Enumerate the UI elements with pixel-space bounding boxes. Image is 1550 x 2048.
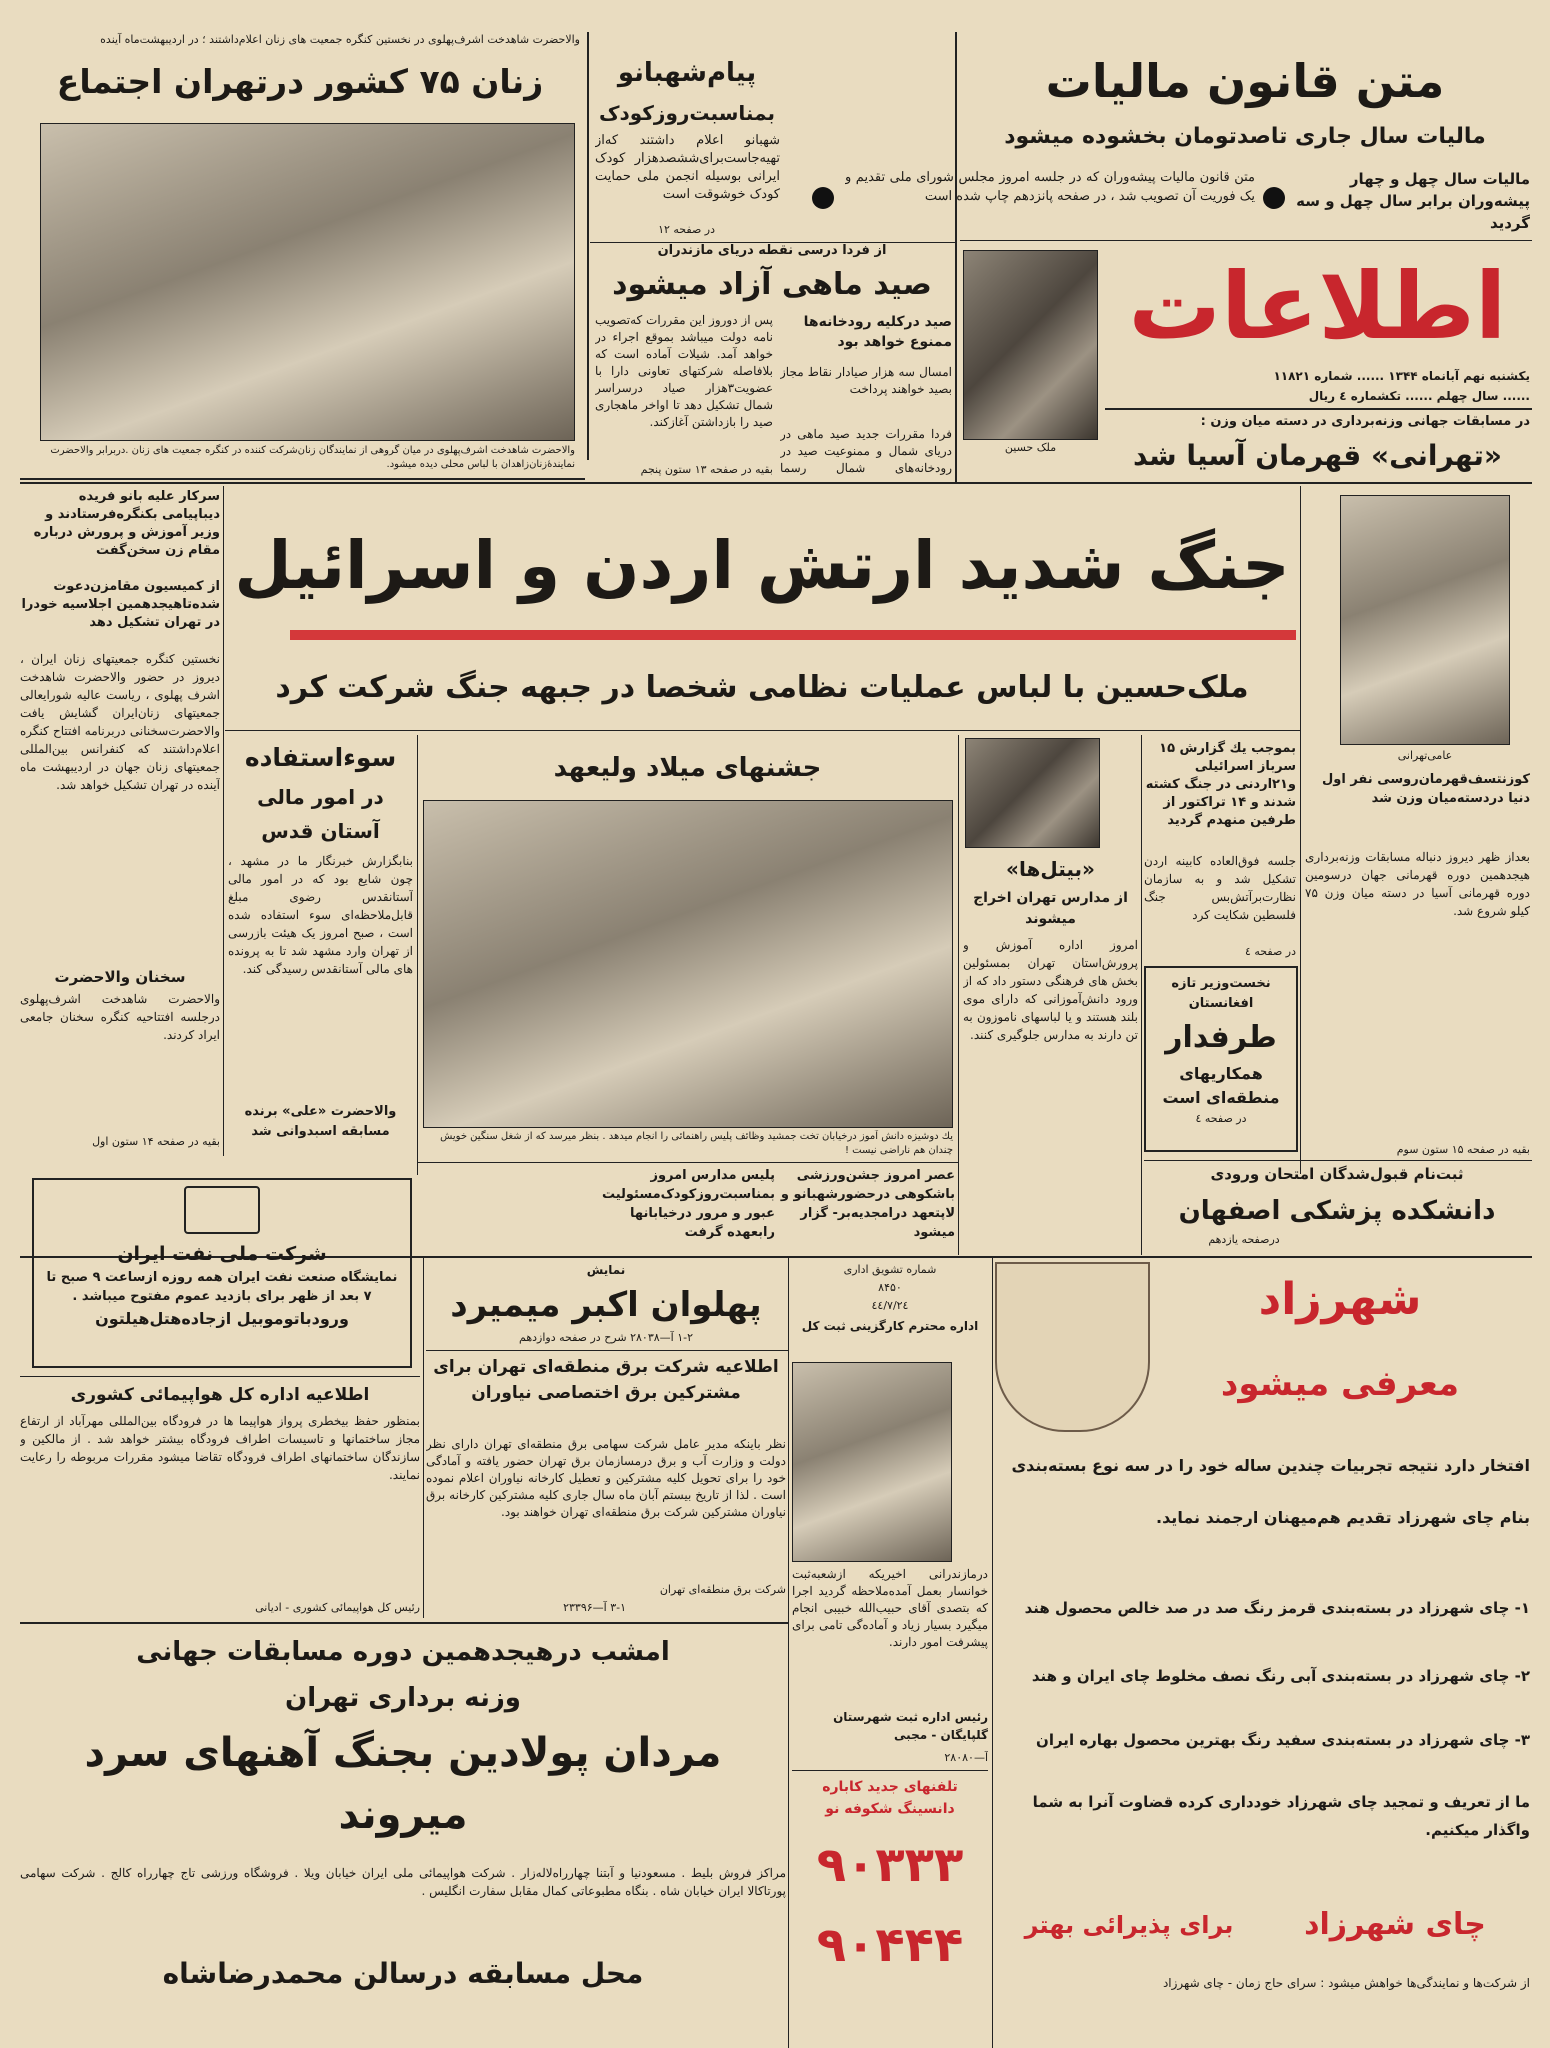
left-subhead: سخنان والاحضرت: [54, 968, 186, 986]
birthday-col-b: پلیس مدارس امروز بمناسبت‌روزکودک‌مسئولیت عبور و مرور درخیابانها رابعهده گرفت: [601, 1168, 775, 1240]
masthead-price: ...... سال چهلم ...... تکشماره ٤ ریال: [1308, 389, 1530, 403]
isfahan-headline: دانشکده پزشکی اصفهان: [1178, 1196, 1496, 1226]
israeli-bullet-1: بموجب یك گزارش ۱۵ سرباز اسرائیلی و۲۱اردنی در جنگ کشته شدند و ۱۴ تراکتور از طرفین منهدم گردید: [1145, 741, 1296, 828]
notice-head-1: شماره تشویق اداری: [843, 1263, 937, 1276]
weightlift-headline: «تهرانی» قهرمان آسیا شد: [1132, 439, 1503, 472]
play-line: ۱-۲ آ—۲۸۰۳۸ شرح در صفحه دوازدهم: [519, 1331, 693, 1344]
wl-bottom-line-3: مردان پولادین بجنگ آهنهای سرد: [84, 1730, 722, 1776]
afghan-ref: در صفحه ٤: [1195, 1112, 1247, 1125]
king-caption: ملک حسین: [1004, 441, 1057, 454]
shahbanou-subtitle: بمناسبت‌روزکودک: [599, 101, 775, 125]
left-bullet-1: از کمیسیون مقامزن‌دعوت شده‌تاهیجدهمین اجلاسیه خودرا در تهران تشکیل دهد: [21, 579, 220, 630]
beatles-kicker: «بیتل‌ها»: [1006, 857, 1095, 881]
fish-headline: صید ماهی آزاد میشود: [612, 267, 932, 302]
beatles-headline: از مدارس تهران اخراج میشوند: [973, 890, 1128, 927]
women-kicker: والاحضرت شاهدخت اشرف‌پهلوی در نخستین کنگره جمعیت های زنان اعلام‌داشتند ؛ در اردیبهشت‌ماه آینده: [100, 33, 580, 46]
main-subhead: ملک‌حسین با لباس عملیات نظامی شخصا در جبهه جنگ شرکت کرد: [275, 670, 1249, 705]
tea-item-3: ۳- چای شهرزاد در بسته‌بندی سفید رنگ بهترین محصول بهاره ایران: [1036, 1731, 1530, 1749]
fish-kicker: از فردا درسی نقطه دریای مازندران: [657, 243, 887, 258]
shahbanou-title: پیام‌شهبانو: [617, 58, 757, 88]
fish-bullet-1: صید درکلیه رودخانه‌ها ممنوع خواهد بود: [803, 314, 952, 350]
wl-bottom-line-4: میروند: [338, 1792, 468, 1838]
tehrani-caption: عامی‌تهرانی: [1397, 749, 1453, 762]
birthday-caption: یك دوشیزه دانش آموز درخیابان تخت جمشید وظائف پلیس راهنمائی را انجام میدهد . بنظر میرسد که از شغل سنگین خویش چندان هم ناراضی نیست !: [440, 1131, 953, 1156]
bullet-dot-icon: [812, 187, 834, 209]
birthday-col-a: عصر امروز جشن‌ورزشی باشکوهی درحضورشهبانو و لاپتعهد درامجدیه‌بر- گزار میشود: [780, 1168, 955, 1240]
tea-tagline: معرفی میشود: [1220, 1364, 1460, 1404]
play-title: پهلوان اکبر میمیرد: [450, 1285, 762, 1325]
tea-bottom-right: چای شهرزاد: [1304, 1907, 1486, 1942]
weightlift-ref: بقیه در صفحه ۱۵ ستون سوم: [1396, 1143, 1530, 1156]
fish-bullet-2: امسال سه هزار صیادار نقاط مجاز بصید خواهند پرداخت: [780, 365, 952, 396]
notice-num-2: ٤٤/٧/٢٤: [871, 1299, 909, 1312]
notice-head-2: اداره محترم کارگزینی ثبت کل: [801, 1319, 979, 1333]
afghan-subhead: همکاریهای منطقه‌ای است: [1162, 1064, 1280, 1107]
shahbanou-ref: در صفحه ۱۲: [658, 223, 715, 236]
cabaret-line-1: تلفنهای جدید کاباره: [822, 1779, 958, 1795]
afghan-box: [1144, 966, 1298, 1152]
tax-col-a: مالیات سال چهل و چهار پیشه‌وران برابر سال چهل و سه گردید: [1296, 170, 1530, 232]
isfahan-ref: درصفحه یازدهم: [1208, 1233, 1280, 1246]
fish-ref: بقیه در صفحه ۱۳ ستون پنجم: [640, 463, 773, 476]
electric-headline: اطلاعیه شرکت برق منطقه‌ای تهران برای مشترکین برق اختصاصی نیاوران: [433, 1357, 779, 1403]
afghan-kicker: نخست‌وزیر تازه افغانستان: [1171, 976, 1271, 1011]
cabaret-phone-1: ۹۰۳۳۳: [816, 1837, 964, 1893]
oil-body: نمایشگاه صنعت نفت ایران همه روزه ازساعت ۹ صبح تا ۷ بعد از ظهر برای بازدید عموم مفتوح میباشد .: [46, 1270, 398, 1304]
abuse-body: بنابگزارش خبرنگار ما در مشهد ، چون شایع بود که در امور مالی آستانقدس رضوی مبلغ قابل‌ملاحظه‌ای سوء استفاده شده است ، صبح امروز یک هیئت بازرسی از تهران وارد مشهد شد تا به پرونده های مالی آستانقدس رسیدگی کند.: [228, 854, 413, 976]
weightlift-kicker: در مسابقات جهانی وزنه‌برداری در دسته میان وزن :: [1200, 414, 1530, 429]
tea-closing: ما از تعریف و تمجید چای شهرزاد خودداری کرده قضاوت آنرا به شما واگذار میکنیم.: [1032, 1793, 1530, 1839]
nioc-logo-icon: [184, 1186, 260, 1234]
main-headline: جنگ شدید ارتش اردن و اسرائیل: [234, 527, 1290, 604]
king-hussein-photo: [963, 250, 1098, 440]
isfahan-kicker: ثبت‌نام قبول‌شدگان امتحان ورودی: [1210, 1165, 1464, 1183]
tea-intro: افتخار دارد نتیجه تجربیات چندین ساله خود را در سه نوع بسته‌بندی: [1011, 1456, 1530, 1475]
oil-company: شرکت ملی نفت ایران: [117, 1243, 327, 1265]
notice-body: درمازندرانی اخیریکه ازشعبه‌ثبت خوانسار بعمل آمده‌ملاحظه گردید اجرا که بتصدی آقای حبیب‌الله خبیبی انجام میگیرد بسیار زیاد و آماده‌گی تامی برای پیشرفت امور دارند.: [792, 1567, 988, 1649]
weightlift-body: بعداز ظهر دیروز دنباله مسابقات وزنه‌برداری هیجدهمین دوره قهرمانی جهان درسومین دوره قهرمانی آسیا در دسته میان وزن ۷۵ کیلو شروع شد.: [1305, 850, 1530, 918]
notice-portrait-photo: [792, 1362, 952, 1562]
fish-body-2: فردا مقررات جدید صید ماهی در دریای شمال و ممنوعیت صید در رودخانه‌های شمال رسما: [780, 427, 952, 475]
women-caption: والاحضرت شاهدخت اشرف‌پهلوی در میان گروهی از نمایندگان زنان‌شرکت کننده در کنگره جمعیت های زنان .دربرابر والاحضرت نمایندهٔ‌زنان‌زاهدان با لباس محلی دیده میشود.: [50, 445, 575, 470]
tax-headline: متن قانون مالیات: [1045, 54, 1445, 108]
cabaret-phone-2: ۹۰۴۴۴: [816, 1917, 964, 1973]
wl-bottom-line-1: امشب درهیجدهمین دوره مسابقات جهانی: [136, 1637, 670, 1667]
tea-item-2: ۲- چای شهرزاد در بسته‌بندی آبی رنگ نصف مخلوط چای ایران و هند: [1031, 1667, 1530, 1685]
tea-girl-illustration: [995, 1262, 1150, 1432]
tea-footer: از شرکت‌ها و نمایندگی‌ها خواهش میشود : سرای حاج زمان - چای شهرزاد: [1162, 1976, 1530, 1990]
headline-underline: [290, 630, 1296, 640]
play-kicker: نمایش: [586, 1263, 626, 1277]
oil-footer: ورودباتوموبیل ازجاده‌هتل‌هیلتون: [95, 1309, 349, 1328]
airport-headline: اطلاعیه اداره کل هواپیمائی کشوری: [70, 1385, 370, 1405]
beatle-photo: [965, 738, 1100, 848]
tea-intro-2: بنام چای شهرزاد تقدیم هم‌میهنان ارجمند نماید.: [1155, 1508, 1530, 1527]
tea-item-1: ۱- چای شهرزاد در بسته‌بندی قرمز رنگ صد در صد خالص محصول هند: [1024, 1599, 1530, 1617]
notice-num-1: ۸۴۵۰: [878, 1281, 902, 1294]
airport-sign: رئیس کل هواپیمائی کشوری - ادیانی: [255, 1601, 420, 1614]
women-congress-photo: [40, 123, 575, 441]
tax-subhead: مالیات سال جاری تاصدتومان بخشوده میشود: [1004, 124, 1486, 149]
bullet-dot-icon: [1263, 187, 1285, 209]
notice-sign: رئیس اداره ثبت شهرستان گلپایگان - مجبی: [833, 1710, 988, 1742]
israeli-bullet-2: جلسه فوق‌العاده کابینه اردن تشکیل شد و به سازمان نظارت‌برآتش‌بس جنگ فلسطین شکایت کرد: [1144, 854, 1296, 922]
left-ref: بقیه در صفحه ۱۴ ستون اول: [92, 1135, 220, 1148]
birthday-headline: جشنهای میلاد ولیعهد: [553, 753, 822, 783]
tehrani-photo: [1340, 495, 1510, 745]
abuse-headline: سوءاستفاده: [244, 743, 397, 772]
abuse-subhead-2: والاحضرت «علی» برنده مسابقه اسبدوانی شد: [244, 1104, 397, 1139]
abuse-subhead: در امور مالی آستان قدس: [257, 785, 384, 843]
wl-bottom-line-2: وزنه برداری تهران: [285, 1683, 521, 1713]
left-text-1: سرکار علیه بانو فریده دیبا‌پیامی بکنگره‌فرستادند و وزیر آموزش و پرورش درباره مقام زن سخن‌گفت: [33, 489, 220, 558]
tax-col-b: متن قانون مالیات پیشه‌وران که در جلسه امروز مجلس شورای ملی تقدیم و یک فوریت آن تصویب شد ، در صفحه پانزدهم چاپ شده است: [845, 170, 1255, 204]
left-body-1: نخستین کنگره جمعیتهای زنان ایران ، دیروز در حضور والاحضرت شاهدخت اشرف پهلوی ، ریاست عالیه شورایعالی جمعیتهای زنان‌ایران گشایش یافت والاحضرت‌سخنانی دربرنامه افتتاح کنگره اعلام‌داشتند که کنفرانس بین‌المللی جمعیتهای زنان جهان در اردیبهشت ماه آینده در تهران تشکیل خواهد شد.: [20, 652, 220, 792]
israeli-ref: در صفحه ٤: [1244, 945, 1296, 958]
electric-code: ۳-۱ آ—۲۳۳۹۶: [563, 1601, 626, 1614]
fish-body: پس از دوروز این مقررات که‌تصویب نامه دولت میباشد بموقع اجراء در خواهد آمد. شیلات آماده است که بلافاصله شرکتهای تعاونی دارا با عضویت۳هزار صیاد درسراسر شمال تشکیل دهد تا اواخر ماهجاری صید را بازداشتن آغازکند.: [595, 313, 773, 429]
tea-brand: شهرزاد: [1258, 1274, 1422, 1325]
women-headline: زنان ۷۵ کشور درتهران اجتماع: [56, 62, 544, 101]
shahbanou-body: شهبانو اعلام داشتند که‌از تهیه‌جاست‌برای‌ششصدهزار کودک ایرانی بوسیله انجمن ملی حمایت کودک خوشوقت است: [595, 133, 780, 202]
wl-tickets: مراکز فروش بلیط . مسعودنیا و آبتنا چهارراه‌لاله‌زار . شرکت هواپیمائی ملی ایران خیابان ویلا . فروشگاه ورزشی تاج چهارراه کالج . شرکت سهامی پورتاکالا ایران خیابان شاه . بنگاه مطبوعاتی کمال مقابل سفارت انگلیس .: [20, 1866, 786, 1898]
afghan-headline: طرفدار: [1165, 1020, 1277, 1055]
electric-sign: شرکت برق منطقه‌ای تهران: [659, 1583, 786, 1596]
wl-venue: محل مسابقه درسالن محمدرضاشاه: [162, 1957, 644, 1990]
cabaret-line-2: دانسینگ شکوفه نو: [825, 1801, 955, 1817]
electric-body: نظر باینکه مدیر عامل شرکت سهامی برق منطقه‌ای تهران دارای نظر دولت و وزارت آب و برق درمسازمان برق تهران حضور یافته و آمادگی خود را برای تحویل کلیه مشترکین و تعطیل کارخانه نیاوران اعلام نموده است . لذا از تاریخ بیستم آبان ماه سال جاری کلیه مشترکین کارخانه برق نیاوران مشترکین شرکت برق منطقه‌ای تهران خواهند بود.: [426, 1437, 786, 1519]
weightlift-bullet: کوزنتسف‌قهرمان‌روسی نفر اول دنیا دردسته‌میان وزن شد: [1322, 772, 1530, 806]
airport-body: بمنظور حفظ بیخطری پرواز هواپیما ها در فرودگاه بین‌المللی مهرآباد از ارتفاع مجاز ساختمانها و تاسیسات اطراف فرودگاه بیشتر خواهد شد . از مالکین و سازندگان ساختمانهای اطراف فرودگاه تقاضا میشود مقررات مربوطه را رعایت نمایند.: [20, 1414, 420, 1482]
newspaper-logo: اطلاعات: [1128, 253, 1507, 360]
tea-bottom-left: برای پذیرائی بهتر: [1024, 1911, 1234, 1939]
oil-ad-box: [32, 1178, 412, 1368]
notice-code: آ—۲۸۰۸۰: [944, 1751, 988, 1764]
masthead-date: یکشنبه نهم آبانماه ۱۳۴۴ ...... شماره ۱۱۸۲۱: [1273, 369, 1530, 383]
schoolgirl-police-photo: [423, 800, 953, 1128]
beatles-body: امروز اداره آموزش و پرورش‌استان تهران بمسئولین بخش های فرهنگی دستور داد که از ورود دانش‌آموزانی که دارای موی بلند هستند و یا لباسهای ناموزون به تن دارند به مدارس جلوگیری کنند.: [963, 938, 1138, 1042]
left-body-2: والاحضرت شاهدخت اشرف‌پهلوی درجلسه افتتاحیه کنگره سخنان جامعی ایراد کردند.: [20, 992, 220, 1042]
